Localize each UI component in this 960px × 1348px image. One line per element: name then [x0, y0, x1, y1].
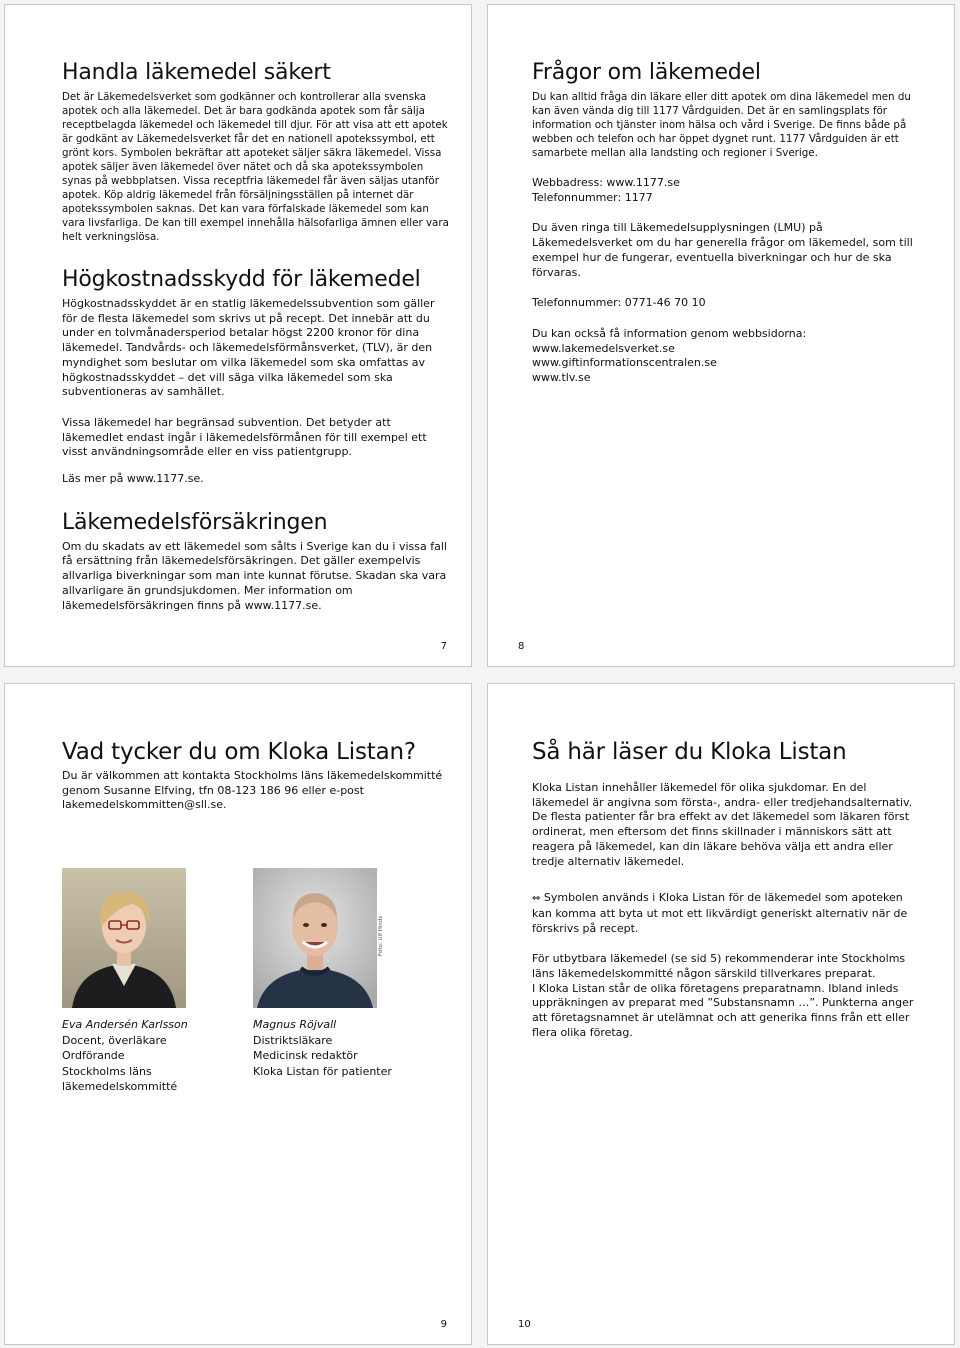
how-to-read-intro: Kloka Listan innehåller läkemedel för olika sjukdomar. En del läkemedel är angivna som första-, andra- eller tredjehandsalternativ. De flesta patienter får bra effekt av det läkemedel som läkaren först ordinerat, men eftersom det finns skillnader i människors sätt att reagera på läkemedel, kan din läkare behöva välja ett andra eller tredje alternativ läkemedel. [532, 781, 913, 868]
questions-intro: Du kan alltid fråga din läkare eller ditt apotek om dina läkemedel men du kan även vända dig till 1177 Vårdguiden. Det är en samlingsplats för information och tjänster inom hälsa och vård i Sverige. De finns både på webben och telefon och har öppet dygnet runt. 1177 Vårdguiden är ett samarbete mellan alla landsting och regioner i Sverige. [532, 91, 911, 159]
person-role-line: Stockholms läns [62, 1064, 152, 1078]
person-role-line: Kloka Listan för patienter [253, 1064, 392, 1078]
section-body-limited-subsidy: Vissa läkemedel har begränsad subvention. Det betyder att läkemedlet endast ingår i läkemedelsförmånen för till exempel ett visst användningsområde eller en viss patientgrupp. [62, 415, 427, 459]
link-lakemedelsverket[interactable]: www.lakemedelsverket.se [532, 341, 675, 355]
person-role-line: läkemedelskommitté [62, 1080, 178, 1094]
section-body-high-cost-protection: Högkostnadsskyddet är en statlig läkemedelssubvention som gäller för de flesta läkemedel som skrivs ut på recept. Det innebär att du under en tolvmånadersperiod betalar högst 2200 kronor för dina läkemedel. Tandvårds- och läkemedelsförmånsverket, (TLV), är den myndighet som beslutar om vilka läkemedel som ska omfattas av högkostnadsskyddet – det vill säga vilka läkemedel som ska subventioneras av samhället. [62, 297, 435, 399]
page-10 [487, 683, 955, 1345]
section-title-feedback: Vad tycker du om Kloka Listan? [62, 739, 416, 765]
portrait-photo-magnus [253, 868, 377, 1008]
phone-number: Telefonnummer: 1177 [532, 190, 653, 204]
person-role-line: Distriktsläkare [253, 1033, 333, 1047]
person-role-line: Ordförande [62, 1049, 125, 1063]
web-address: Webbadress: www.1177.se [532, 176, 680, 189]
substitution-symbol-explanation [532, 891, 926, 936]
substitution-text: Symbolen används i Kloka Listan för de läkemedel som apoteken kan komma att byta ut mot ett likvärdigt generiskt alternativ när de förskrivs på recept. [532, 891, 908, 935]
page-10-content [532, 738, 926, 1041]
websites-intro: Du kan också få information genom webbsidorna: [532, 326, 807, 340]
section-title-insurance: Läkemedelsförsäkringen [62, 509, 328, 535]
page-number: 10 [518, 1319, 531, 1330]
product-names-info: I Kloka Listan står de olika företagens preparatnamn. Ibland inleds uppräkningen av preparat med ”Substansnamn …”. Punkterna anger att företagsnamnet är utelämnat och att generika finns från ett eller flera olika företag. [532, 981, 914, 1039]
interchangeable-info: För utbytbara läkemedel (se sid 5) rekommenderar inte Stockholms läns läkemedelskommitté någon särskild tillverkares preparat. [532, 952, 906, 981]
page-9-content [62, 738, 449, 813]
section-title-safe-medicine: Handla läkemedel säkert [62, 60, 331, 85]
person-role-line: Docent, överläkare [62, 1033, 167, 1047]
feedback-body: Du är välkommen att kontakta Stockholms läns läkemedelskommitté genom Susanne Elfving, tfn 08-123 186 96 eller e-post lakemedelskommitten@sll.se. [62, 769, 443, 812]
read-more-line: Läs mer på www.1177.se. [62, 472, 204, 486]
person-name: Magnus Röjvall [253, 1018, 337, 1031]
portrait-photo-eva [62, 868, 186, 1008]
section-body-safe-medicine: Det är Läkemedelsverket som godkänner och kontrollerar alla svenska apotek och alla läkemedel. Det är bara godkända apotek som får sälja receptbelagda läkemedel och läkemedel till djur. För att visa att ett apotek är godkänt av Läkemedelsverket får det en nationell apotekssymbol, ett grönt kors. Symbolen bekräftar att apoteket säljer säkra läkemedel. Vissa apotek säljer även läkemedel över nätet och då ska apotekssymbolen synas på webbplatsen. Vissa receptfria läkemedel får även säljas utanför apotek. Köp aldrig läkemedel från försäljningsställen på internet där apotekssymbolen saknas. Det kan vara förfalskade läkemedel som kan vara livsfarliga. De kan till exempel innehålla hälsofarliga ämnen eller vara helt verkningslösa. [62, 91, 449, 243]
section-body-insurance: Om du skadats av ett läkemedel som sålts i Sverige kan du i vissa fall få ersättning från läkemedelsförsäkringen. Det gäller exempelvis allvarliga biverkningar som man inte kunnat förutse. Skadan ska vara allvarligare än grundsjukdomen. Mer information om läkemedelsförsäkringen finns på www.1177.se. [62, 539, 447, 612]
section-title-high-cost-protection: Högkostnadsskydd för läkemedel [62, 267, 421, 292]
person-role-line: Medicinsk redaktör [253, 1049, 358, 1063]
page-7 [4, 4, 472, 667]
caption-magnus [253, 1017, 392, 1079]
lmu-info: Du även ringa till Läkemedelsupplysningen (LMU) på Läkemedelsverket om du har generella frågor om läkemedel, som till exempel hur de fungerar, eventuella biverkningar och hur de ska förvaras. [532, 221, 913, 279]
link-tlv[interactable]: www.tlv.se [532, 371, 591, 385]
page-7-content [62, 59, 449, 613]
photo-credit: Foto: Ulf Hinds [378, 915, 384, 956]
page-number: 8 [518, 641, 525, 652]
caption-eva [62, 1017, 188, 1095]
page-9 [4, 683, 472, 1345]
page-number: 9 [440, 1319, 447, 1330]
page-8 [487, 4, 955, 667]
page-number: 7 [440, 641, 447, 652]
link-giftinformation[interactable]: www.giftinformationscentralen.se [532, 356, 717, 370]
section-title-questions: Frågor om läkemedel [532, 60, 761, 85]
section-title-how-to-read: Så här läser du Kloka Listan [532, 739, 847, 765]
person-name: Eva Andersén Karlsson [62, 1018, 188, 1031]
lmu-phone: Telefonnummer: 0771-46 70 10 [532, 296, 706, 310]
substitution-icon: ⇔ [532, 893, 541, 905]
page-8-content [532, 59, 926, 386]
